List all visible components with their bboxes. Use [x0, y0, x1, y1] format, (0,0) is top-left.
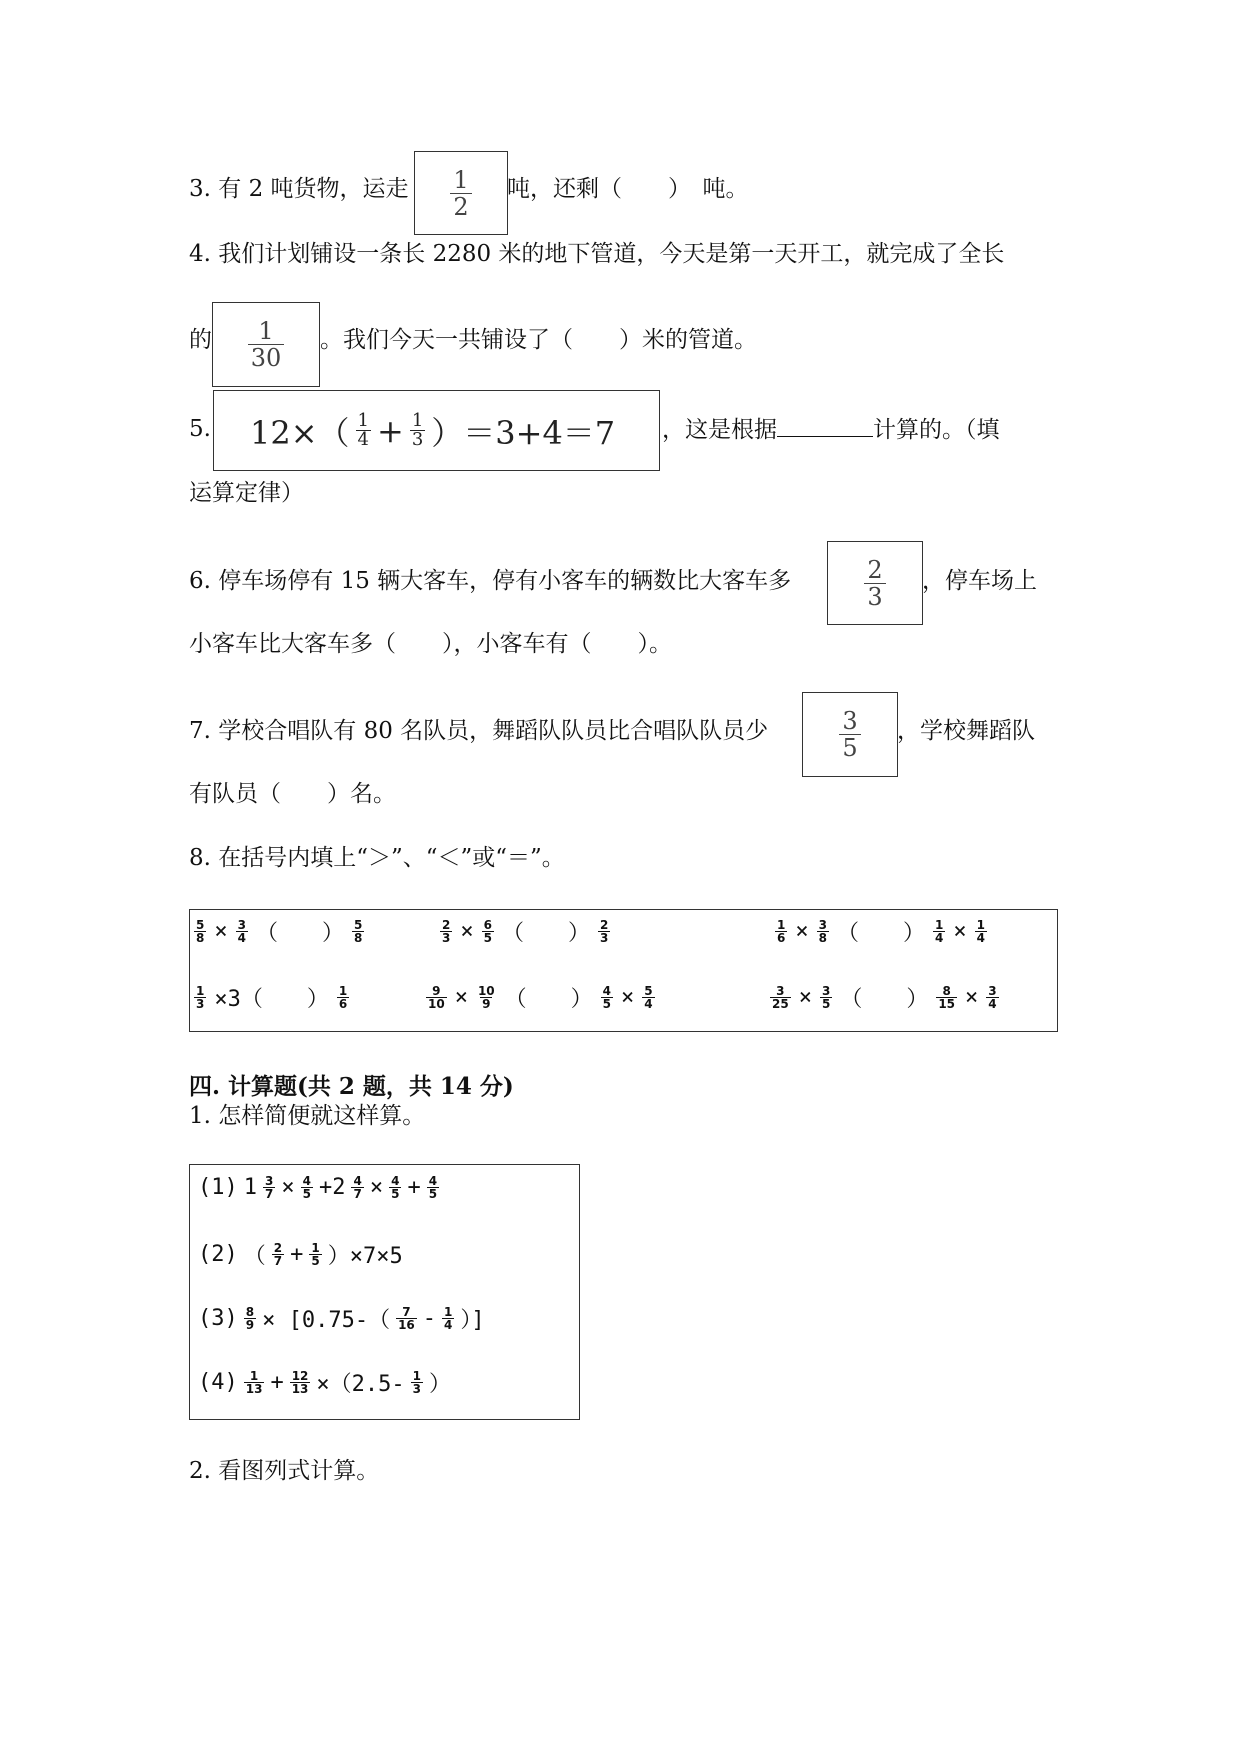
q6-pre: 6. 停车场停有 15 辆大客车，停有小客车的辆数比大客车多: [189, 568, 792, 594]
q4-fraction: $\frac{1}{30}$: [248, 318, 285, 371]
q7-fraction-box: [802, 692, 898, 777]
q5-expression-box: [213, 390, 660, 471]
calc-expr-2: (2) （ $\frac{2}{7}$ + $\frac{1}{5}$ ）×7×5: [198, 1241, 403, 1269]
q8-r1c3-blank[interactable]: （ ）: [836, 921, 925, 946]
q5-answer-blank[interactable]: [777, 414, 873, 437]
q8-r2c2-blank[interactable]: （ ）: [504, 987, 593, 1012]
q4-post: 。我们今天一共铺设了（ ）米的管道。: [320, 327, 757, 353]
q6-post: ，停车场上: [922, 568, 1037, 594]
q6-line2: 小客车比大客车多（ ），小客车有（ ）。: [189, 631, 672, 657]
q8-r2c3-blank[interactable]: （ ）: [840, 987, 929, 1012]
calc-expr-1: (1) 1 $\frac{3}{7}$ × $\frac{4}{5}$ +2 $\frac{4}{7}$ × $\frac{4}{5}$ + $\frac{4}{5}$: [198, 1174, 438, 1201]
q8-r1c2-blank[interactable]: （ ）: [501, 921, 590, 946]
section4-q1: 1. 怎样简便就这样算。: [189, 1103, 426, 1129]
q5-num: 5.: [189, 416, 211, 442]
q4-pre: 的: [189, 327, 212, 353]
calc-box: [189, 1164, 580, 1420]
q4-fraction-box: [212, 302, 320, 387]
section4-title: 四. 计算题(共 2 题，共 14 分): [189, 1073, 514, 1100]
q7-pre: 7. 学校合唱队有 80 名队员，舞蹈队队员比合唱队队员少: [189, 718, 769, 744]
q8-r1c3: $\frac{1}{6}$ × $\frac{3}{8}$ （ ） $\frac{1}{4}$ × $\frac{1}{4}$: [777, 918, 985, 946]
calc-expr-3: (3) $\frac{8}{9}$ × [0.75-（ $\frac{7}{16}$ - $\frac{1}{4}$ ）]: [198, 1305, 485, 1333]
q8-r2c1-blank[interactable]: ×3（ ）: [214, 987, 329, 1012]
q8-compare-table: [189, 909, 1058, 1032]
q3-text-post: 吨，还剩（ ） 吨。: [507, 176, 749, 202]
q8-r1c1-blank[interactable]: （ ）: [255, 921, 344, 946]
q5-frac-2: $\frac{1}{3}$: [411, 410, 424, 450]
q8-r1c2: $\frac{2}{3}$ × $\frac{6}{5}$ （ ） $\frac{2}{3}$: [442, 918, 609, 946]
q7-line2: 有队员（ ）名。: [189, 781, 396, 807]
q7-post: ，学校舞蹈队: [897, 718, 1035, 744]
q8-r2c1: $\frac{1}{3}$ ×3（ ） $\frac{1}{6}$: [196, 984, 348, 1012]
q8-r2c2: $\frac{9}{10}$ × $\frac{10}{9}$ （ ） $\frac{4}{5}$ × $\frac{5}{4}$: [428, 984, 653, 1012]
calc-expr-4: (4) $\frac{1}{13}$ + $\frac{12}{13}$ ×（2.5- $\frac{1}{3}$ ）: [198, 1369, 452, 1397]
q5-frac-1: $\frac{1}{4}$: [357, 410, 369, 450]
q3-line: [189, 174, 409, 204]
q4-line1: 4. 我们计划铺设一条长 2280 米的地下管道，今天是第一天开工，就完成了全长: [189, 241, 1005, 267]
q8-r1c1: $\frac{5}{8}$ × $\frac{3}{4}$ （ ） $\frac{5}{8}$: [196, 918, 363, 946]
q6-fraction-box: [827, 541, 923, 625]
q3-text-pre: 3. 有 2 吨货物，运走: [189, 176, 409, 202]
q5-expression: 12×（ $\frac{1}{4}$ + $\frac{1}{3}$ ）＝3+4＝7: [250, 410, 616, 452]
q6-fraction: $\frac{2}{3}$: [864, 557, 885, 610]
q3-fraction-box: [414, 151, 508, 235]
q7-fraction: $\frac{3}{5}$: [839, 708, 860, 761]
q8-r2c3: $\frac{3}{25}$ × $\frac{3}{5}$ （ ） $\frac{8}{15}$ × $\frac{3}{4}$: [772, 984, 997, 1012]
q5-line2: 运算定律）: [189, 480, 304, 506]
q3-fraction: $\frac{1}{2}$: [450, 167, 471, 220]
q3-line-post: [507, 174, 749, 204]
q8-text: 8. 在括号内填上“＞”、“＜”或“＝”。: [189, 845, 565, 871]
q5-post: ，这是根据 计算的。（填: [662, 414, 1000, 445]
section4-q2: 2. 看图列式计算。: [189, 1458, 380, 1484]
